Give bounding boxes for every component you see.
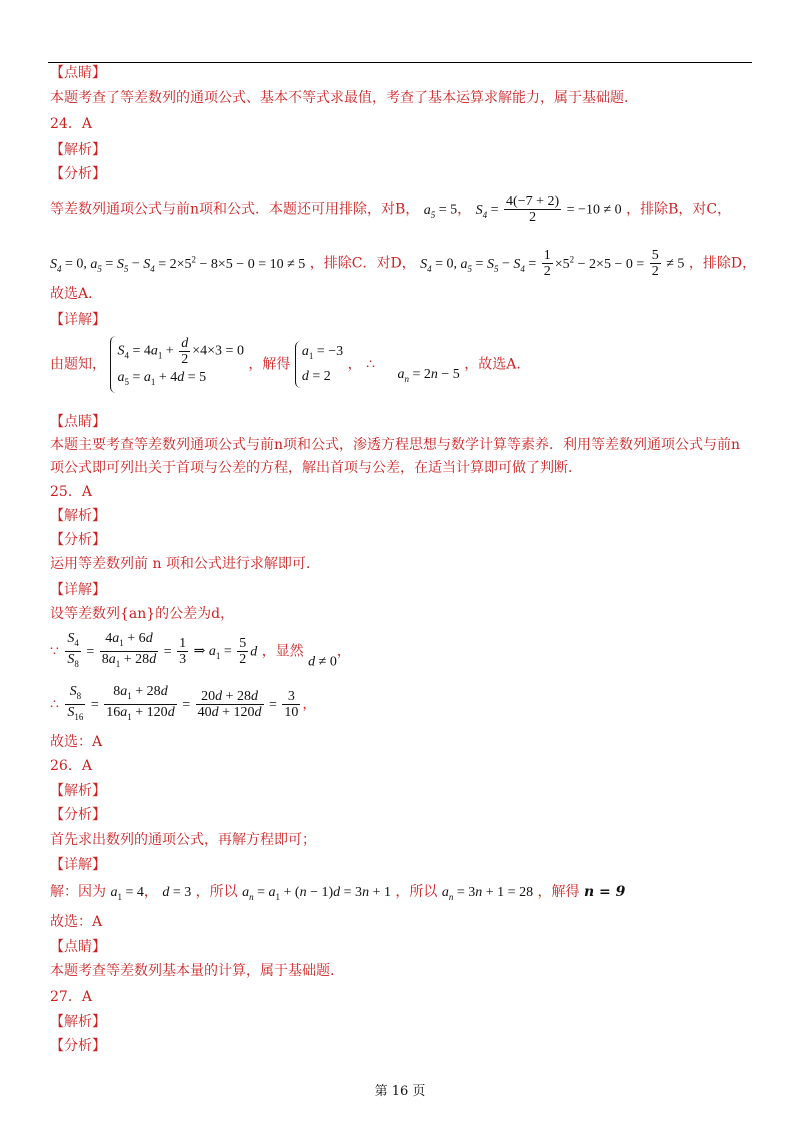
q24-analysis-text-4: ，排除D，: [688, 255, 757, 272]
q24-choose: 故选A．: [50, 286, 103, 302]
header-rule: [48, 62, 752, 63]
q24-detail: 由题知， $S_4 = 4a_1$ + $\frac{d}{2}$ ×4×3 = 0 $a_5 = a_1 + 4d = 5$ ，解得 $a_1 = -3$ d = 2 ， ∴ $a_n = 2n - 5$ ，故选A．: [50, 336, 530, 393]
q24-analysis-line-1: 等差数列通项公式与前n项和公式．本题还可用排除，对B， $a_5 = 5$， $S_4$ = $\frac{4(-7 + 2)}{2}$ = −10 ≠ 0 ，排除B，对C，: [50, 194, 732, 225]
tag-fenxi-3: 【分析】: [50, 807, 106, 823]
tag-jiexi-2: 【解析】: [50, 508, 106, 524]
q25-detail-1: 设等差数列{an}的公差为d，: [50, 606, 235, 622]
q26-so-2: ，所以: [395, 884, 438, 900]
formula-c: $S_4$: [50, 256, 62, 274]
q25-obviously: ，显然: [261, 643, 304, 660]
q25-analysis: 运用等差数列前 n 项和公式进行求解即可.: [50, 556, 311, 572]
equation-system-2: $a_1 = -3$ d = 2: [295, 341, 343, 389]
q23-comment: 本题考查了等差数列的通项公式、基本不等式求最值，考查了基本运算求解能力，属于基础题.: [50, 90, 629, 106]
q24-answer: 24．A: [50, 116, 92, 132]
q24-detail-mid: ，解得: [248, 356, 291, 373]
q26-detail: 解：因为 $a_1 = 4$， d = 3 ，所以 $a_n = a_1 + (n - 1)d = 3n + 1$ ，所以 $a_n = 3n + 1 = 28$ ，解得 n = 9: [50, 884, 626, 902]
q24-analysis-text-2: ，排除B，对C，: [626, 201, 732, 218]
q26-solve: ，解得: [537, 884, 580, 900]
tag-xiangjie-3: 【详解】: [50, 857, 106, 873]
equation-system-1: $S_4 = 4a_1$ + $\frac{d}{2}$ ×4×3 = 0 $a_5 = a_1 + 4d = 5$: [110, 336, 244, 393]
tag-xiangjie: 【详解】: [50, 312, 106, 328]
q24-comment-1: 本题主要考查等差数列通项公式与前n项和公式，渗透方程思想与数学计算等素养．利用等差数列通项公式与前n: [50, 437, 741, 453]
tag-jiexi-3: 【解析】: [50, 783, 106, 799]
q24-therefore: ∴: [366, 356, 375, 373]
tag-fenxi: 【分析】: [50, 166, 106, 182]
page-number: 第 16 页: [374, 1084, 426, 1099]
q26-comment: 本题考查等差数列基本量的计算，属于基础题.: [50, 963, 335, 979]
formula-s4-b: $S_4$: [475, 202, 488, 220]
q26-result: n = 9: [583, 884, 626, 900]
q25-choose: 故选：A: [50, 734, 103, 750]
tag-fenxi-4: 【分析】: [50, 1038, 106, 1054]
tag-jiexi: 【解析】: [50, 142, 106, 158]
q26-so-1: ，所以: [195, 884, 238, 900]
q27-answer: 27．A: [50, 989, 92, 1005]
q25-step-2: ∴ $\frac{S_8}{S_{16}}$ = $\frac{8a_1 + 28d}{16a_1 + 120d}$ = $\frac{20d + 28d}{40d + 120d}$ = $\frac{3}{10}$ ，: [50, 684, 316, 725]
q24-analysis-text-1: 等差数列通项公式与前n项和公式．本题还可用排除，对B，: [50, 201, 420, 218]
formula-an: $a_n = 2n - 5$: [397, 367, 460, 385]
q25-answer: 25．A: [50, 484, 92, 500]
q25-because: ∵: [50, 643, 59, 660]
tag-dianjing-3: 【点睛】: [50, 939, 106, 955]
tag-dianjing-2: 【点睛】: [50, 414, 106, 430]
formula-a5: $a_5$: [423, 202, 436, 220]
q25-therefore: ∴: [50, 696, 59, 713]
q26-detail-prefix: 解：因为: [50, 884, 106, 900]
tag-jiexi-4: 【解析】: [50, 1014, 106, 1030]
formula-d: $S_4$: [420, 256, 432, 274]
q24-analysis-line-2: $S_4 = 0$, $a_5 = S_5 - S_4 = 2\times 5^2 - 8\times 5 - 0 = 10 \ne 5$ ，排除C．对D， $S_4 = 0$, $a_5 = S_5 - S_4$ = $\frac{1}{2}$ $\times 5^2 - 2\times 5 - 0$ = $\frac{5}{2}$ ≠ 5 ，排除D，: [50, 248, 757, 280]
q26-analysis: 首先求出数列的通项公式，再解方程即可；: [50, 832, 316, 848]
tag-fenxi-2: 【分析】: [50, 532, 106, 548]
q24-detail-suffix: ，故选A．: [464, 356, 531, 373]
tag-dianjing: 【点睛】: [50, 65, 106, 81]
q24-analysis-text-3: ，排除C．对D，: [309, 255, 416, 272]
q26-choose: 故选：A: [50, 914, 103, 930]
q26-answer: 26．A: [50, 758, 92, 774]
q25-step-1: ∵ $\frac{S_4}{S_8}$ = $\frac{4a_1 + 6d}{8a_1 + 28d}$ = $\frac{1}{3}$ ⇒ $a_1$ = $\frac{5}{2}$ d ，显然 d ≠ 0，: [50, 631, 351, 678]
q24-comment-2: 项公式即可列出关于首项与公差的方程，解出首项与公差，在适当计算即可做了判断．: [50, 460, 582, 476]
tag-xiangjie-2: 【详解】: [50, 582, 106, 598]
q24-detail-prefix: 由题知，: [50, 356, 106, 373]
